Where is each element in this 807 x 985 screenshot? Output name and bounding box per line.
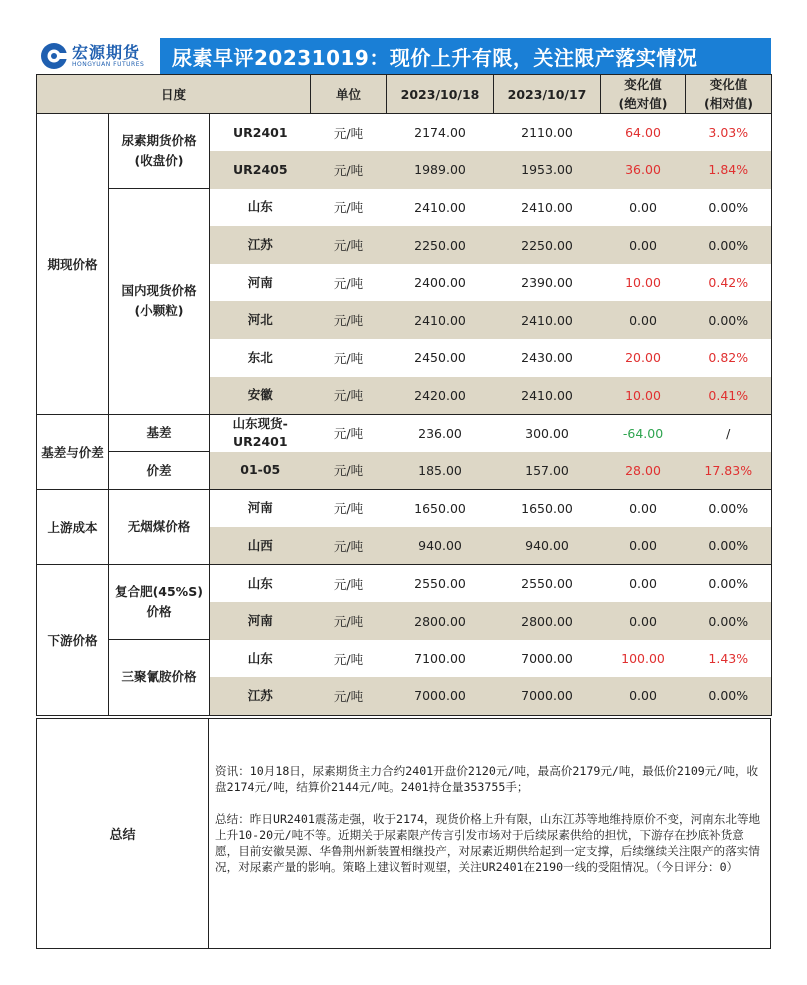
- cell-rel: 0.00%: [686, 565, 772, 603]
- header-date-1: 2023/10/18: [387, 75, 494, 114]
- cell-d2: 1650.00: [521, 500, 573, 516]
- cell-d2: 7000.00: [494, 677, 601, 715]
- cell-unit: 元/吨: [333, 651, 364, 667]
- cell-item: 山东: [247, 199, 273, 215]
- cell-d1: 2420.00: [387, 377, 494, 415]
- cell-rel: 0.00%: [686, 189, 772, 227]
- cell-unit: 元/吨: [333, 200, 364, 216]
- cell-abs: 10.00: [601, 377, 686, 415]
- cell-rel: 1.84%: [686, 151, 772, 189]
- cell-item: 江苏: [210, 677, 311, 715]
- cell-d2: 2250.00: [494, 226, 601, 264]
- cell-d2: 2410.00: [494, 377, 601, 415]
- cell-rel: /: [686, 414, 772, 452]
- report-header: [36, 38, 771, 74]
- report-title: 尿素早评20231019：现价上升有限，关注限产落实情况: [172, 45, 698, 70]
- cell-d2: 2800.00: [494, 602, 601, 640]
- header-abs-change: 变化值 (绝对值): [601, 75, 686, 114]
- cell-abs: 0.00: [629, 199, 657, 215]
- cell-unit: 元/吨: [311, 677, 387, 715]
- cell-d2: 2410.00: [494, 301, 601, 339]
- cell-d2: 940.00: [494, 527, 601, 565]
- price-table: [36, 74, 772, 716]
- cell-rel: 0.41%: [686, 377, 772, 415]
- cell-rel: 0.82%: [686, 339, 772, 377]
- cell-abs: 0.00: [601, 527, 686, 565]
- table-row: [37, 189, 772, 227]
- cell-item: 山东现货- UR2401: [232, 416, 288, 450]
- header-daily: 日度: [37, 75, 311, 114]
- cell-unit: 元/吨: [333, 501, 364, 517]
- cell-abs: 0.00: [629, 576, 657, 592]
- logo-english-name: HONGYUAN FUTURES: [72, 60, 145, 68]
- cell-d2: 2410.00: [521, 199, 573, 215]
- summary-news: 资讯：10月18日，尿素期货主力合约2401开盘价2120元/吨，最高价2179元/吨，最低价2109元/吨，收盘2174元/吨，结算价2144元/吨。2401持仓量353755手；: [215, 764, 759, 794]
- cell-item: 安徽: [210, 377, 311, 415]
- cell-d2: 2390.00: [521, 275, 573, 291]
- cell-unit: 元/吨: [311, 226, 387, 264]
- cell-item: 河南: [247, 500, 273, 516]
- cell-unit: 元/吨: [333, 576, 364, 592]
- cell-abs: 64.00: [625, 125, 661, 141]
- cell-unit: 元/吨: [311, 527, 387, 565]
- cell-d1: 2800.00: [387, 602, 494, 640]
- cell-abs: 0.00: [601, 301, 686, 339]
- cell-d1: 2450.00: [414, 350, 466, 366]
- cell-rel: 17.83%: [686, 452, 772, 490]
- category-upstream: 上游成本: [37, 489, 109, 564]
- cell-d1: 2410.00: [387, 301, 494, 339]
- cell-rel: 0.00%: [686, 527, 772, 565]
- cell-item: 山西: [210, 527, 311, 565]
- table-row: [37, 114, 772, 152]
- cell-d1: 2250.00: [387, 226, 494, 264]
- subcategory-basis: 基差: [109, 414, 210, 452]
- cell-d1: 2550.00: [414, 576, 466, 592]
- cell-abs: 0.00: [601, 226, 686, 264]
- cell-unit: 元/吨: [311, 602, 387, 640]
- cell-item: 河南: [210, 602, 311, 640]
- cell-item: 江苏: [210, 226, 311, 264]
- header-rel-change: 变化值 (相对值): [686, 75, 772, 114]
- summary-section: [36, 718, 771, 949]
- summary-conclusion: 总结：昨日UR2401震荡走强，收于2174，现货价格上升有限，山东江苏等地维持原价不变，河南东北等地上升10-20元/吨不等。近期关于尿素限产传言引发市场对于后续尿素供给的担忧，下游存在抄底补货意愿，目前安徽昊源、华鲁荆州新装置相继投产，对尿素近期供给起到一定支撑，后续继续关注限产的落实情况，对尿素产量的影响。策略上建议暂时观望，关注UR2401在2190一线的受阻情况。（今日评分：0）: [215, 812, 761, 874]
- header-unit: 单位: [311, 75, 387, 114]
- cell-d1: 2400.00: [414, 275, 466, 291]
- cell-unit: 元/吨: [333, 275, 364, 291]
- cell-abs: 0.00: [601, 677, 686, 715]
- logo-chinese-name: 宏源期货: [72, 42, 141, 62]
- cell-rel: 0.00%: [686, 602, 772, 640]
- cell-unit: 元/吨: [311, 151, 387, 189]
- subcategory-fertilizer: 复合肥(45%S) 价格: [109, 565, 210, 640]
- table-header-row: [37, 75, 772, 114]
- cell-d1: 7100.00: [414, 651, 466, 667]
- subcategory-spread: 价差: [109, 452, 210, 490]
- cell-rel: 3.03%: [686, 114, 772, 152]
- cell-d1: 7000.00: [387, 677, 494, 715]
- table-row: [37, 640, 772, 678]
- summary-label: 总结: [37, 719, 209, 948]
- cell-rel: 0.00%: [686, 677, 772, 715]
- cell-unit: 元/吨: [311, 301, 387, 339]
- cell-item: 河北: [210, 301, 311, 339]
- cell-item: 河南: [247, 274, 273, 290]
- summary-body: [209, 719, 770, 948]
- cell-unit: 元/吨: [333, 426, 364, 442]
- cell-rel: 0.00%: [686, 301, 772, 339]
- cell-abs: 28.00: [601, 452, 686, 490]
- cell-item: 01-05: [210, 452, 311, 490]
- cell-abs: 10.00: [625, 275, 661, 291]
- subcategory-coal: 无烟煤价格: [109, 489, 210, 564]
- cell-d2: 2110.00: [521, 125, 573, 141]
- cell-rel: 1.43%: [686, 640, 772, 678]
- cell-item: UR2405: [210, 151, 311, 189]
- category-downstream: 下游价格: [37, 565, 109, 715]
- cell-abs: -64.00: [622, 425, 664, 441]
- cell-d2: 300.00: [525, 425, 569, 441]
- category-basis-spread: 基差与价差: [37, 414, 109, 489]
- table-row: [37, 414, 772, 452]
- cell-d1: 2174.00: [414, 125, 466, 141]
- cell-rel: 0.00%: [686, 489, 772, 527]
- cell-d2: 2430.00: [521, 350, 573, 366]
- cell-unit: 元/吨: [333, 125, 364, 141]
- company-logo: [36, 38, 162, 74]
- cell-abs: 100.00: [621, 651, 665, 667]
- cell-d2: 2550.00: [521, 576, 573, 592]
- cell-d2: 7000.00: [521, 651, 573, 667]
- cell-d2: 1953.00: [494, 151, 601, 189]
- table-row: [37, 565, 772, 603]
- subcategory-futures-price: 尿素期货价格 (收盘价): [109, 114, 210, 189]
- cell-unit: 元/吨: [333, 350, 364, 366]
- cell-abs: 36.00: [601, 151, 686, 189]
- header-date-2: 2023/10/17: [494, 75, 601, 114]
- cell-unit: 元/吨: [311, 377, 387, 415]
- table-row: [37, 489, 772, 527]
- cell-rel: 0.42%: [686, 264, 772, 302]
- cell-item: 山东: [247, 650, 273, 666]
- subcategory-melamine: 三聚氰胺价格: [109, 640, 210, 715]
- cell-d1: 1989.00: [387, 151, 494, 189]
- cell-d1: 1650.00: [414, 500, 466, 516]
- cell-item: 东北: [247, 349, 273, 365]
- cell-abs: 0.00: [629, 500, 657, 516]
- cell-d2: 157.00: [494, 452, 601, 490]
- cell-item: UR2401: [232, 124, 288, 140]
- cell-rel: 0.00%: [686, 226, 772, 264]
- cell-abs: 0.00: [601, 602, 686, 640]
- cell-item: 山东: [247, 575, 273, 591]
- cell-d1: 236.00: [418, 425, 462, 441]
- subcategory-spot-price: 国内现货价格 (小颗粒): [109, 189, 210, 415]
- cell-unit: 元/吨: [311, 452, 387, 490]
- cell-d1: 185.00: [387, 452, 494, 490]
- cell-d1: 2410.00: [414, 199, 466, 215]
- category-futures-spot: 期现价格: [37, 114, 109, 415]
- cell-abs: 20.00: [625, 350, 661, 366]
- hongyuan-logo-icon: [40, 42, 68, 70]
- cell-d1: 940.00: [387, 527, 494, 565]
- table-row: [37, 452, 772, 490]
